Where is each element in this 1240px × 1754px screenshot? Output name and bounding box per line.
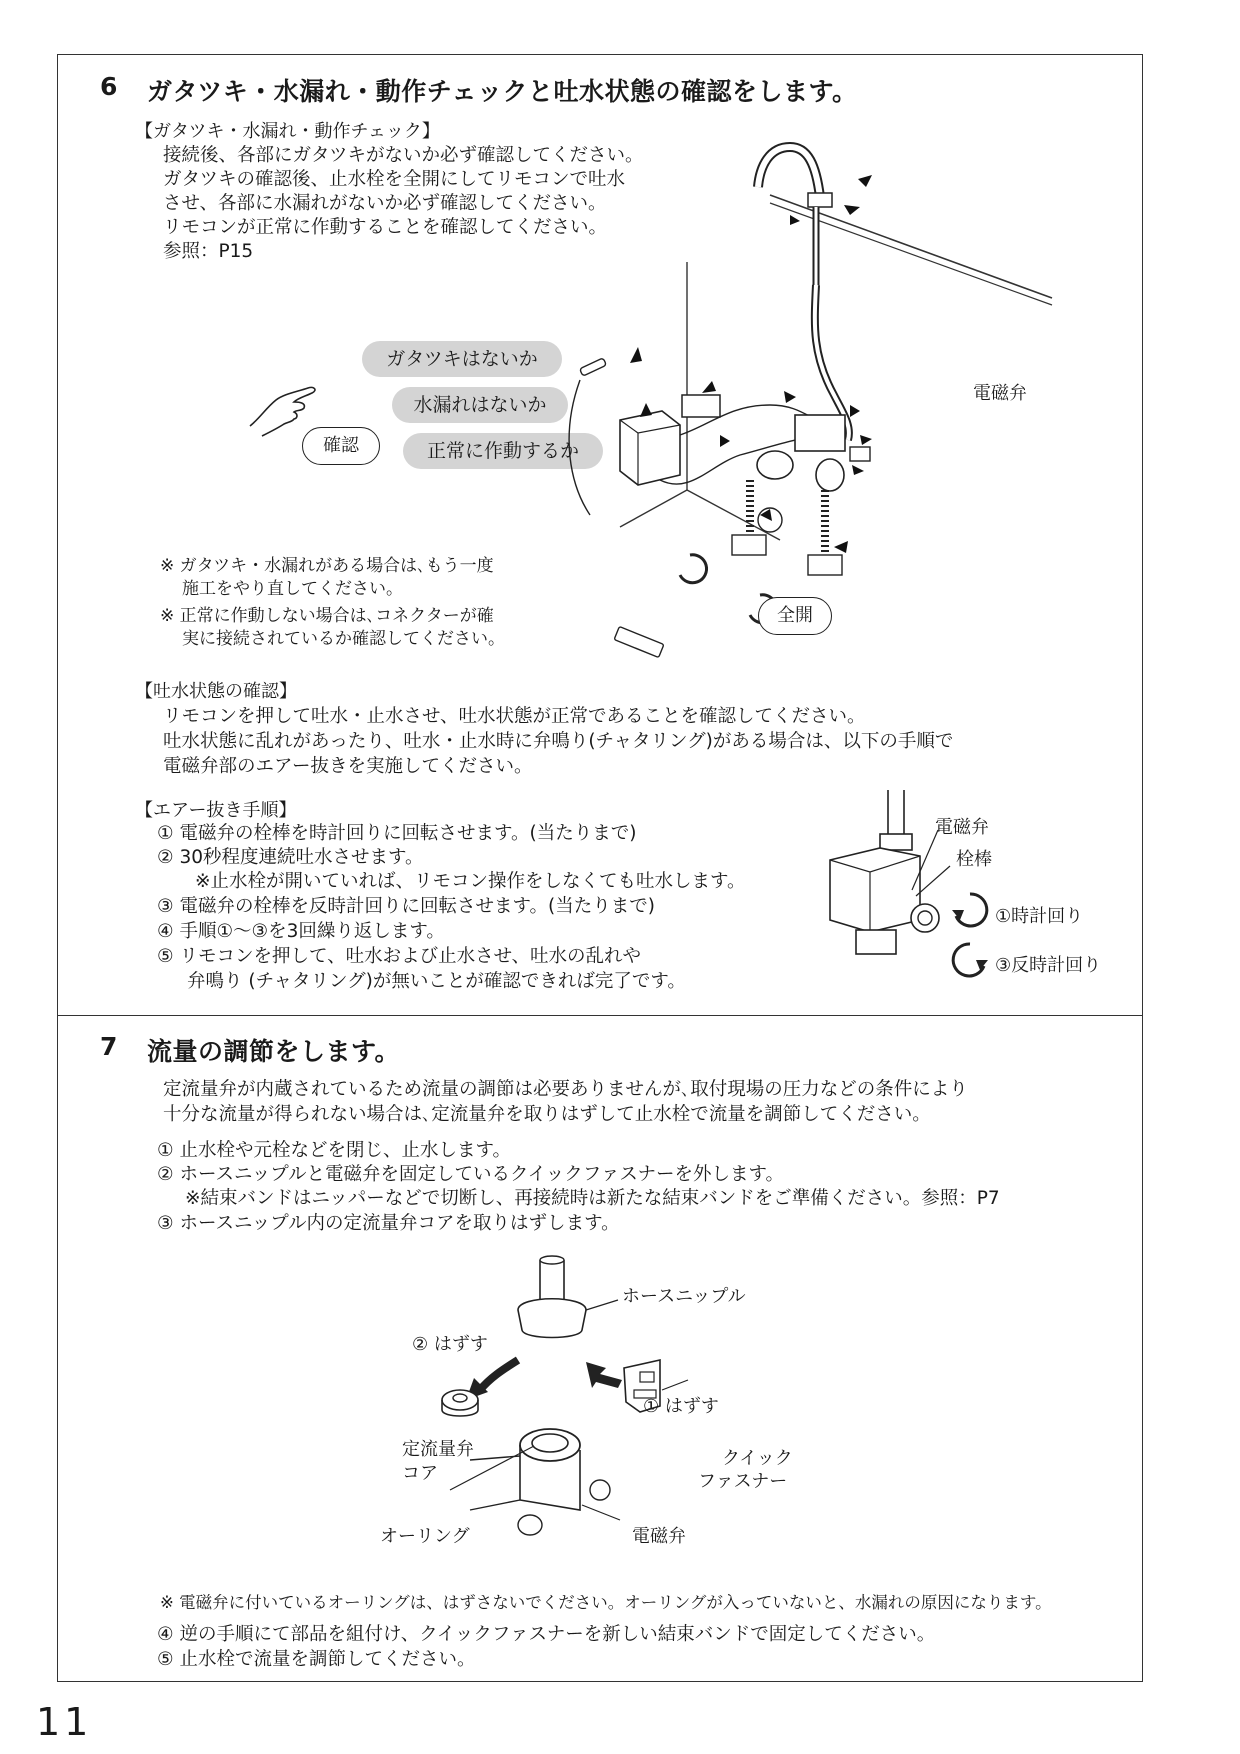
page-number: 11 <box>36 1700 93 1744</box>
note-line: ※ ガタツキ・水漏れがある場合は､もう一度 <box>160 556 494 576</box>
final-step: ④ 逆の手順にて部品を組付け、クイックファスナーを新しい結束バンドで固定してください。 <box>157 1624 936 1645</box>
confirm-oval: 確認 <box>302 427 380 465</box>
valve-stem-label: 栓棒 <box>956 849 992 870</box>
counterclockwise-arrow-icon <box>950 940 990 980</box>
air-step: ④ 手順①～③を3回繰り返します。 <box>157 921 445 942</box>
flow-step: ② ホースニップルと電磁弁を固定しているクイックファスナーを外します。 <box>157 1164 785 1185</box>
note-line: 実に接続されているか確認してください。 <box>182 629 505 649</box>
air-step: 弁鳴り (チャタリング)が無いことが確認できれば完了です。 <box>187 971 686 992</box>
oring-label: オーリング <box>380 1526 470 1547</box>
fastener-label-2: ファスナー <box>698 1471 788 1492</box>
final-step: ⑤ 止水栓で流量を調節してください。 <box>157 1649 476 1670</box>
air-step: ② 30秒程度連続吐水させます。 <box>157 847 424 868</box>
section7-title: 流量の調節をします。 <box>147 1037 401 1066</box>
section7-number: 7 <box>100 1032 118 1061</box>
pill-loose-check: ガタツキはないか <box>362 341 562 377</box>
flow-step: ① 止水栓や元栓などを閉じ、止水します。 <box>157 1140 511 1161</box>
solenoid-label: 電磁弁 <box>973 383 1027 404</box>
pill-leak-check: 水漏れはないか <box>392 387 568 423</box>
air-step: ③ 電磁弁の栓棒を反時計回りに回転させます。(当たりまで) <box>157 896 655 917</box>
intro-line: 十分な流量が得られない場合は､定流量弁を取りはずして止水栓で流量を調節してください。 <box>163 1104 931 1125</box>
fastener-label-1: クイック <box>722 1448 793 1469</box>
air-step: ① 電磁弁の栓棒を時計回りに回転させます。(当たりまで) <box>157 823 637 844</box>
remove1-label: ① はずす <box>643 1396 719 1417</box>
flow-step: ③ ホースニップル内の定流量弁コアを取りはずします。 <box>157 1213 620 1234</box>
pill-operation-check: 正常に作動するか <box>403 433 603 469</box>
solenoid-valve-label: 電磁弁 <box>632 1526 686 1547</box>
spout-line: 電磁弁部のエアー抜きを実施してください。 <box>163 756 533 777</box>
check-line: 接続後、各部にガタツキがないか必ず確認してください。 <box>163 145 644 166</box>
check-line: させ、各部に水漏れがないか必ず確認してください。 <box>163 193 607 214</box>
check-line: 参照：P15 <box>163 241 254 262</box>
note-line: 施工をやり直してください。 <box>182 579 403 599</box>
air-heading: 【エアー抜き手順】 <box>135 800 297 821</box>
pointing-hand-icon <box>248 378 328 438</box>
air-step: ⑤ リモコンを押して、吐水および止水させ、吐水の乱れや <box>157 946 642 967</box>
valve-solenoid-label: 電磁弁 <box>935 817 989 838</box>
note-line: ※ 正常に作動しない場合は､コネクターが確 <box>160 606 494 626</box>
intro-line: 定流量弁が内蔵されているため流量の調節は必要ありませんが､取付現場の圧力などの条件により <box>163 1079 968 1100</box>
oring-warning: ※ 電磁弁に付いているオーリングは、はずさないでください。オーリングが入っていないと、水漏れの原因になります。 <box>160 1593 1052 1612</box>
air-step-note: ※止水栓が開いていれば、リモコン操作をしなくても吐水します。 <box>195 871 746 892</box>
section-divider <box>57 1015 1143 1016</box>
spout-line: 吐水状態に乱れがあったり、吐水・止水時に弁鳴り(チャタリング)がある場合は、以下の手順で <box>163 731 954 752</box>
check-line: ガタツキの確認後、止水栓を全開にしてリモコンで吐水 <box>163 169 625 190</box>
hose-nipple-label: ホースニップル <box>622 1286 746 1307</box>
section6-number: 6 <box>100 72 118 101</box>
full-open-oval: 全開 <box>758 597 832 635</box>
spout-heading: 【吐水状態の確認】 <box>135 681 297 702</box>
remove2-label: ② はずす <box>412 1334 488 1355</box>
core-label-2: コア <box>402 1463 438 1484</box>
spout-line: リモコンを押して吐水・止水させ、吐水状態が正常であることを確認してください。 <box>163 706 866 727</box>
check-line: リモコンが正常に作動することを確認してください。 <box>163 217 608 238</box>
section6-title: ガタツキ・水漏れ・動作チェックと吐水状態の確認をします。 <box>147 77 858 106</box>
clockwise-label: ①時計回り <box>995 906 1084 927</box>
clockwise-arrow-icon <box>950 890 990 930</box>
counterclockwise-label: ③反時計回り <box>995 955 1102 976</box>
core-label-1: 定流量弁 <box>402 1439 474 1460</box>
flow-step-note: ※結束バンドはニッパーなどで切断し、再接続時は新たな結束バンドをご準備ください。参照：P7 <box>185 1188 1000 1209</box>
check-heading: 【ガタツキ・水漏れ・動作チェック】 <box>135 121 440 142</box>
